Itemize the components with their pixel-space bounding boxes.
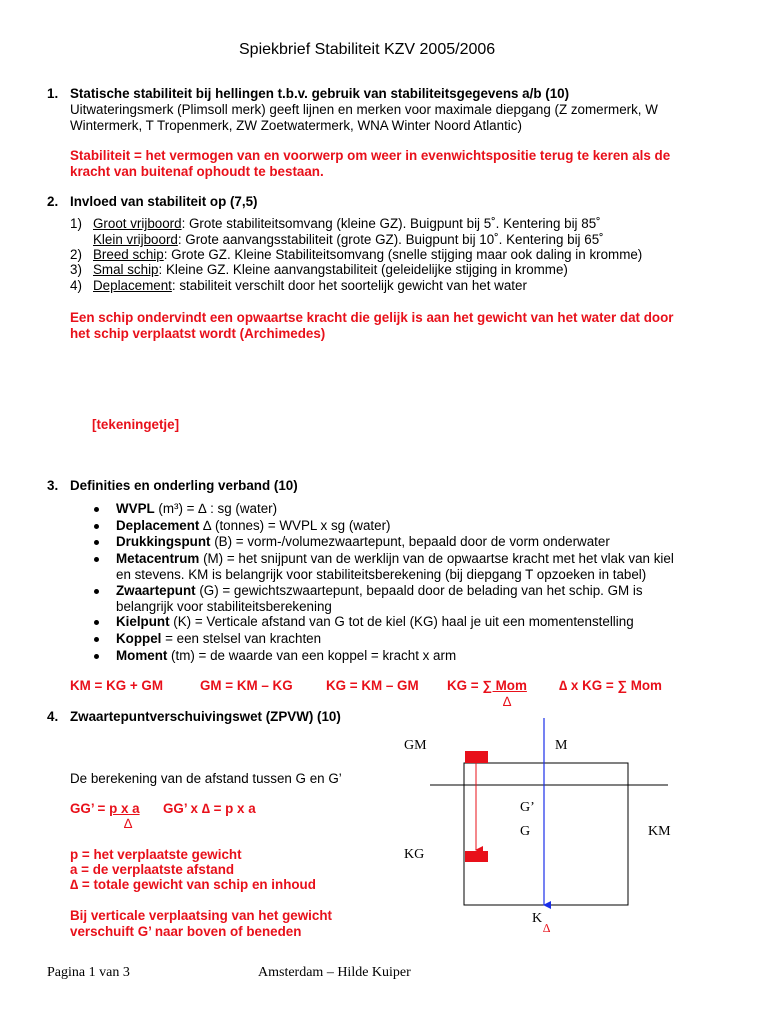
list-item-text: : Grote GZ. Kleine Stabiliteitsomvang (snelle stijging maar ook daling in kromme) [163,247,643,262]
list-item [93,278,527,294]
definition-p: p = het verplaatste gewicht [70,847,242,862]
bullet-icon [94,557,99,562]
definition-text: (M) = het snijpunt van de werklijn van de opwaartse kracht met het vlak van kiel [199,551,674,566]
formula-ggprime-prefix: GG’ = [70,801,110,816]
definition-text: (tm) = de waarde van een koppel = kracht x arm [167,648,457,663]
formula-kg: KG = KM – GM [326,678,419,693]
bullet-icon [94,637,99,642]
list-item-text: : stabiliteit verschilt door het soortelijk gewicht van het water [171,278,527,293]
definition-term: Metacentrum [116,551,200,566]
section-2-heading: Invloed van stabiliteit op (7,5) [70,194,258,209]
definition-text: (m³) = ∆ : sg (water) [154,501,278,516]
formula-km: KM = KG + GM [70,678,164,693]
formula-gm: GM = KM – KG [200,678,293,693]
bullet-icon [94,507,99,512]
label-m: M [555,738,568,753]
archimedes-line1: Een schip ondervindt een opwaartse kracht die gelijk is aan het gewicht van het water dat door [70,310,674,325]
formula-ggprime-2: GG’ x ∆ = p x a [163,801,256,816]
definition-text-continued: en stevens. KM is belangrijk voor stabiliteitsberekening (bij diepgang T opzoeken in tabel) [116,567,647,582]
definition-term: Drukkingspunt [116,534,211,549]
bullet-icon [94,540,99,545]
definition-term: Zwaartepunt [116,583,196,598]
footer-page-number: Pagina 1 van 3 [47,965,130,980]
label-g: G [520,824,531,839]
list-item [93,216,601,232]
list-item-term: Groot vrijboord [93,216,182,231]
archimedes-line2: het schip verplaatst wordt (Archimedes) [70,326,326,341]
bullet-icon [94,524,99,529]
definition-text: (K) = Verticale afstand van G tot de kiel (KG) haal je uit een momentenstelling [169,614,634,629]
definition-term: Moment [116,648,168,663]
label-k: K [532,911,543,926]
bullet-icon [94,589,99,594]
definition-item [116,648,456,664]
vertical-shift-note-line2: verschuift G’ naar boven of beneden [70,924,302,939]
bullet-icon [94,620,99,625]
vertical-shift-note-line1: Bij verticale verplaatsing van het gewicht [70,908,332,923]
list-item [93,262,568,278]
list-item-number: 3) [70,262,82,277]
formula-ggprime-numerator: p x a [109,801,140,816]
section-2-number: 2. [47,194,59,209]
definition-item [116,614,634,630]
label-gm: GM [404,738,427,753]
list-item-number: 4) [70,278,82,293]
stability-definition-line2: kracht van buitenaf ophoudt te bestaan. [70,164,324,179]
definition-delta: ∆ = totale gewicht van schip en inhoud [70,877,316,892]
list-item [93,232,604,248]
definition-a: a = de verplaatste afstand [70,862,235,877]
definition-term: Koppel [116,631,162,646]
section-4-number: 4. [47,709,59,724]
formula-delta-kg: ∆ x KG = ∑ Mom [559,678,662,693]
definition-item [116,631,321,647]
definition-text: (B) = vorm-/volumezwaartepunt, bepaald door de vorm onderwater [210,534,610,549]
list-item-term: Breed schip [93,247,164,262]
label-kg: KG [404,847,425,862]
list-item-text: : Kleine GZ. Kleine aanvangstabiliteit (geleidelijke stijging in kromme) [158,262,568,277]
section-1-body-line1: Uitwateringsmerk (Plimsoll merk) geeft lijnen en merken voor maximale diepgang (Z zomermerk, W [70,102,658,117]
label-delta: ∆ [543,921,551,935]
definition-term: Kielpunt [116,614,170,629]
formula-ggprime-denominator: ∆ [124,816,133,831]
definition-item [116,518,391,534]
list-item-text: : Grote aanvangsstabiliteit (grote GZ). Buigpunt bij 10˚. Kentering bij 65˚ [177,232,604,247]
section-4-heading: Zwaartepuntverschuivingswet (ZPVW) (10) [70,709,341,724]
definition-item [116,583,643,599]
formula-kg-numerator: ∑ Mom [482,678,527,693]
definition-term: WVPL [116,501,155,516]
drawing-placeholder: [tekeningetje] [92,417,180,432]
label-gprime: G’ [520,800,535,815]
formula-ggprime [70,801,140,817]
definition-item [116,534,610,550]
list-item-text: : Grote stabiliteitsomvang (kleine GZ). Buigpunt bij 5˚. Kentering bij 85˚ [181,216,601,231]
stability-definition-line1: Stabiliteit = het vermogen van en voorwerp om weer in evenwichtspositie terug te keren als de [70,148,671,163]
weight-block-top [465,751,488,763]
weight-block-bottom [465,851,488,862]
section-1-number: 1. [47,86,59,101]
section-3-number: 3. [47,478,59,493]
definition-text: ∆ (tonnes) = WVPL x sg (water) [199,518,391,533]
section-1-body-line2: Wintermerk, T Tropenmerk, ZW Zoetwatermerk, WNA Winter Noord Atlantic) [70,118,522,133]
formula-kg-moment [447,678,527,694]
list-item-term: Deplacement [93,278,172,293]
list-item-number: 2) [70,247,82,262]
page-title: Spiekbrief Stabiliteit KZV 2005/2006 [239,41,496,58]
definition-item [116,501,277,517]
label-km: KM [648,824,671,839]
definition-text: (G) = gewichtszwaartepunt, bepaald door de belading van het schip. GM is [195,583,643,598]
formula-kg-prefix: KG = [447,678,483,693]
definition-text-continued: belangrijk voor stabiliteitsberekening [116,599,332,614]
section-4-intro: De berekening van de afstand tussen G en G’ [70,771,342,786]
definition-text: = een stelsel van krachten [161,631,322,646]
definition-term: Deplacement [116,518,200,533]
section-3-heading: Definities en onderling verband (10) [70,478,298,493]
footer-author: Amsterdam – Hilde Kuiper [258,965,411,980]
definition-item [116,551,674,567]
section-1-heading: Statische stabiliteit bij hellingen t.b.v. gebruik van stabiliteitsgegevens a/b (10) [70,86,570,101]
bullet-icon [94,654,99,659]
formula-kg-denominator: ∆ [503,694,512,709]
list-item [93,247,642,263]
list-item-term: Klein vrijboord [93,232,178,247]
ship-hull-box [464,763,628,905]
list-item-term: Smal schip [93,262,159,277]
list-item-number: 1) [70,216,82,231]
